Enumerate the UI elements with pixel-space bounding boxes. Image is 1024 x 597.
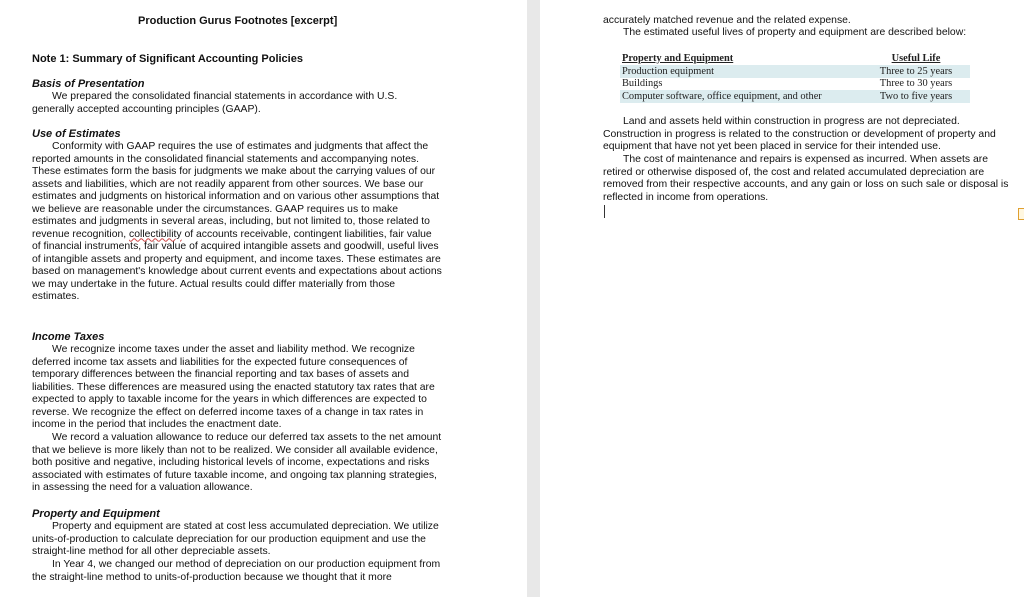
basis-paragraph: We prepared the consolidated financial statements in accordance with U.S. generally accepted accounting principles (GAAP). — [32, 91, 398, 115]
comment-marker-icon[interactable] — [1018, 208, 1024, 220]
table-row — [620, 90, 970, 103]
estimates-heading: Use of Estimates — [32, 128, 121, 140]
land-paragraph: Land and assets held within construction in progress are not depreciated. Construction in progress is related to the construction or development of property and equipment that have not yet been placed in service for their intended use. — [603, 116, 996, 152]
note-heading: Note 1: Summary of Significant Accounting Policies — [32, 53, 303, 65]
estimates-text-after: of accounts receivable, contingent liabilities, fair value of financial instruments, fair value of acquired intangible assets and goodwill, useful lives of intangible assets and property and equipment, and income taxes. These estimates are based on management's knowledge about current events and expectations about actions we may undertake in the future. Actual results could differ materially from those estimates. — [32, 228, 442, 302]
text-cursor — [604, 205, 605, 218]
useful-lives-table — [620, 52, 970, 103]
table-cell-useful-life: Two to five years — [862, 90, 970, 103]
table-cell-category: Computer software, office equipment, and other — [620, 90, 862, 103]
table-cell-useful-life: Three to 25 years — [862, 65, 970, 78]
maintenance-paragraph: The cost of maintenance and repairs is expensed as incurred. When assets are retired or otherwise disposed of, the cost and related accumulated depreciation are removed from their respective accounts, and any gain or loss on such sale or disposal is reflected in income from operations. — [603, 154, 1009, 203]
income-taxes-paragraph-2: We record a valuation allowance to reduce our deferred tax assets to the net amount that we believe is more likely than not to be realized. We consider all available evidence, both positive and negative, including historical levels of income, expectations and risks associated with estimates of future taxable income, and ongoing tax planning strategies, in assessing the need for a valuation allowance. — [32, 432, 442, 493]
spelling-flag-word[interactable]: collectibility — [129, 228, 182, 240]
table-cell-category: Production equipment — [620, 65, 862, 78]
continuation-line: accurately matched revenue and the related expense. — [603, 15, 851, 26]
table-header-category: Property and Equipment — [622, 53, 734, 64]
document-title: Production Gurus Footnotes [excerpt] — [138, 15, 338, 27]
table-cell-category: Buildings — [622, 78, 663, 90]
ppe-paragraph-2: In Year 4, we changed our method of depreciation on our production equipment from the straight-line method to units-of-production because we thought that it more — [32, 559, 441, 583]
table-cell-useful-life: Three to 30 years — [879, 78, 953, 90]
income-taxes-heading: Income Taxes — [32, 331, 105, 343]
ppe-heading: Property and Equipment — [32, 508, 160, 520]
table-row — [620, 78, 970, 91]
page-gutter — [527, 0, 540, 597]
ppe-paragraph-1: Property and equipment are stated at cost less accumulated depreciation. We utilize units-of-production to calculate depreciation for our production equipment and use the straight-line method for all other depreciable assets. — [32, 521, 439, 557]
useful-lives-intro: The estimated useful lives of property and equipment are described below: — [623, 27, 967, 38]
table-row — [620, 65, 970, 78]
basis-heading: Basis of Presentation — [32, 78, 145, 90]
estimates-text-before: Conformity with GAAP requires the use of estimates and judgments that affect the reported amounts in the consolidated financial statements and accompanying notes. These estimates form the basis for judgments we make about the carrying values of our assets and liabilities, which are not readily apparent from other sources. We base our estimates and judgments on historical information and on various other assumptions that we believe are reasonable under the circumstances. GAAP requires us to make estimates and judgments in several areas, including, but not limited to, those related to revenue recognition, — [32, 141, 440, 240]
income-taxes-paragraph-1: We recognize income taxes under the asset and liability method. We recognize deferred income tax assets and liabilities for the expected future consequences of temporary differences between the financial reporting and tax bases of assets and liabilities. These differences are measured using the enacted statutory tax rates that are expected to apply to taxable income for the years in which differences are expected to reverse. We recognize the effect on deferred income taxes of a change in tax rates in income in the period that includes the enactment date. — [32, 344, 435, 430]
estimates-paragraph — [32, 141, 442, 304]
table-header-row — [620, 52, 970, 65]
table-header-useful-life: Useful Life — [891, 53, 941, 64]
